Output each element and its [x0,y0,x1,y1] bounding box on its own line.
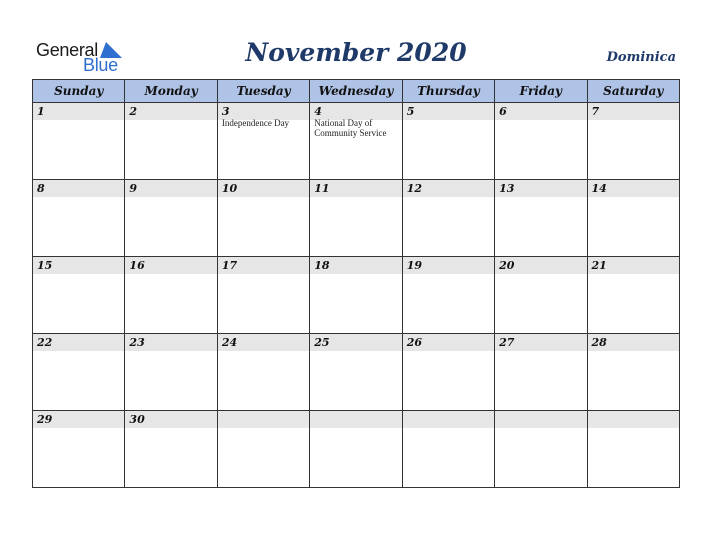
day-number: 10 [221,182,238,195]
day-number: 21 [591,259,607,272]
day-number-bar [33,411,124,428]
weekday-wednesday: Wednesday [310,80,402,103]
day-number: 13 [499,182,515,195]
day-number-bar [310,411,401,428]
week-row [33,180,680,257]
day-number-bar [495,411,586,428]
day-cell [402,180,494,257]
day-cell [33,411,125,488]
day-number: 28 [591,336,607,349]
day-number: 11 [314,182,330,195]
day-number-bar [403,257,494,274]
country-name: Dominica [606,50,676,65]
day-cell [587,103,679,180]
day-number-bar [403,180,494,197]
day-number-bar [403,411,494,428]
day-number-bar [218,334,309,351]
day-cell [125,180,217,257]
day-number-bar [218,180,309,197]
weekday-monday: Monday [125,80,217,103]
day-number-bar [125,411,216,428]
day-number: 18 [314,259,330,272]
day-number: 3 [221,105,230,118]
week-row [33,257,680,334]
week-row [33,334,680,411]
day-number: 12 [406,182,422,195]
day-cell [310,411,402,488]
day-cell [217,334,309,411]
logo-text-blue: Blue [83,55,118,75]
day-number-bar [588,180,679,197]
day-number-bar [588,411,679,428]
day-cell [587,411,679,488]
day-cell [125,411,217,488]
day-number: 7 [591,105,600,118]
week-row [33,411,680,488]
day-number-bar [125,103,216,120]
day-cell [587,257,679,334]
day-cell [33,334,125,411]
day-cell [402,334,494,411]
holiday-label: National Day of Community Service [314,118,387,138]
day-number: 15 [37,259,53,272]
day-number [218,411,309,412]
day-cell [125,257,217,334]
weekday-header-row [33,80,680,103]
day-number: 8 [37,182,45,195]
weekday-friday: Friday [495,80,587,103]
day-number-bar [33,103,124,120]
day-number-bar [403,103,494,120]
day-number: 25 [314,336,330,349]
day-number: 22 [37,336,53,349]
day-number-bar [310,334,401,351]
day-cell [310,257,402,334]
day-number-bar [310,257,401,274]
day-number-bar [495,180,586,197]
day-number: 27 [499,336,515,349]
day-number-bar [218,257,309,274]
day-number: 9 [129,182,138,195]
day-number-bar [125,257,216,274]
day-cell [587,334,679,411]
day-cell [495,103,587,180]
day-number: 23 [129,336,145,349]
day-cell [310,334,402,411]
day-number-bar [403,334,494,351]
logo-text-general: General [36,40,98,60]
day-cell [217,180,309,257]
day-cell [402,257,494,334]
day-cell [310,103,402,180]
week-row [33,103,680,180]
weekday-sunday: Sunday [33,80,125,103]
day-cell [495,334,587,411]
day-cell [495,180,587,257]
day-number: 5 [406,105,415,118]
day-number-bar [588,103,679,120]
day-cell [402,103,494,180]
weekday-saturday: Saturday [587,80,679,103]
day-number: 14 [591,182,607,195]
holiday-label: Independence Day [221,118,290,128]
day-number: 1 [37,105,45,118]
day-number: 19 [406,259,422,272]
day-cell [125,103,217,180]
day-number-bar [495,334,586,351]
day-number: 2 [129,105,138,118]
day-number: 24 [221,336,238,349]
day-cell [217,257,309,334]
day-number [495,411,586,412]
weekday-thursday: Thursday [402,80,494,103]
day-number: 16 [129,259,145,272]
day-cell [587,180,679,257]
day-number-bar [33,334,124,351]
day-number: 6 [499,105,507,118]
day-number-bar [33,257,124,274]
day-cell [125,334,217,411]
day-number-bar [310,180,401,197]
day-cell [217,411,309,488]
day-number [310,411,401,412]
day-number: 26 [406,336,422,349]
day-number: 20 [499,259,515,272]
day-number: 17 [221,259,238,272]
day-number [403,411,494,412]
day-number-bar [33,180,124,197]
day-number: 29 [37,413,53,426]
day-number: 4 [314,105,322,118]
day-cell [495,257,587,334]
day-number: 30 [129,413,145,426]
day-cell [402,411,494,488]
day-number-bar [125,334,216,351]
day-cell [33,103,125,180]
calendar-grid [32,79,680,488]
day-cell [33,257,125,334]
day-number-bar [588,334,679,351]
day-cell [310,180,402,257]
calendar-title: November 2020 [245,38,467,67]
day-number-bar [495,257,586,274]
day-number-bar [588,257,679,274]
day-cell [495,411,587,488]
day-number-bar [218,411,309,428]
day-number-bar [495,103,586,120]
weekday-tuesday: Tuesday [217,80,309,103]
day-number [588,411,679,412]
day-cell [217,103,309,180]
day-number-bar [125,180,216,197]
day-cell [33,180,125,257]
